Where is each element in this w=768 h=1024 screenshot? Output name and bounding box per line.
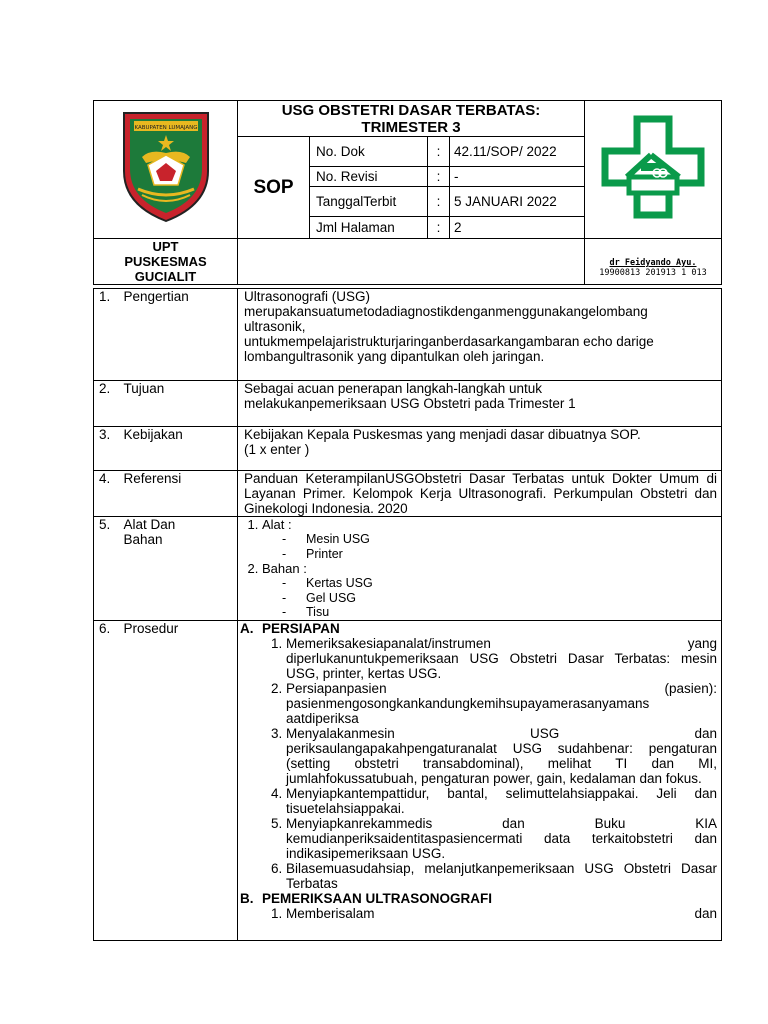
sop-label-cell: SOP (238, 137, 310, 239)
upt-line-3: GUCIALIT (134, 269, 197, 284)
row-content (238, 381, 722, 427)
kabupaten-lumajang-crest-icon (120, 109, 212, 225)
list-item: - Tisu (284, 605, 717, 620)
content-line: (1 x enter ) (244, 442, 310, 457)
row-number: 1. (94, 289, 124, 381)
bahan-heading (262, 561, 717, 620)
row-number: 5. (94, 517, 124, 621)
step-rest: periksaulangapakahpengaturanalat USG sudahbenar: pengaturan (setting obstetri transabdominal), melihat TI dan MI, jumlahfokussatubuah, pengaturan power, gain, kedalaman dan fokus. (286, 741, 717, 786)
meta-label-no-revisi: No. Revisi (310, 167, 428, 187)
row-content (238, 517, 722, 621)
step-rest: diperlukanuntukpemeriksaan USG Obstetri Dasar Terbatas: mesin USG, printer, kertas USG. (286, 651, 717, 681)
step-item: 6. Bilasemuasudahsiap, melanjutkanpemeriksaan USG Obstetri Dasar Terbatas (286, 861, 717, 891)
row-kebijakan (94, 427, 722, 471)
section-marker: A. (240, 621, 254, 636)
meta-colon-jml-halaman: : (428, 217, 450, 239)
pemeriksaan-steps (240, 906, 717, 921)
content-line: merupakansuatumetodadiagnostikdenganmenggunakangelombang (244, 304, 648, 319)
text: Menyalakanmesin (286, 726, 395, 741)
title-line-2: TRIMESTER 3 (361, 118, 461, 136)
row-referensi (94, 471, 722, 517)
section-title: PEMERIKSAAN ULTRASONOGRAFI (262, 891, 493, 906)
content-line: untukmempelajaristrukturjaringanberdasarkangambaran echo darige (244, 334, 654, 349)
row-prosedur (94, 621, 722, 941)
list-item: - Gel USG (284, 591, 717, 606)
row-label: Pengertian (124, 289, 238, 381)
content-line: ultrasonik, (244, 319, 306, 334)
list-item: - Kertas USG (284, 576, 717, 591)
content-line: Kebijakan Kepala Puskesmas yang menjadi dasar dibuatnya SOP. (244, 427, 641, 442)
meta-value-no-revisi: - (450, 167, 585, 187)
list-item: - Printer (284, 547, 717, 562)
content-line: Sebagai acuan penerapan langkah-langkah untuk (244, 381, 542, 396)
step-first-line (286, 816, 717, 831)
step-first-line (286, 906, 717, 921)
step-item (286, 636, 717, 681)
meta-value-jml-halaman: 2 (450, 217, 585, 239)
upt-line-1: UPT (152, 239, 179, 254)
title-line-1: USG OBSTETRI DASAR TERBATAS: (281, 101, 541, 119)
bahan-label: Bahan : (262, 561, 307, 576)
text: dan (502, 816, 525, 831)
text: Menyiapkanrekammedis (286, 816, 433, 831)
crest-banner-text: KABUPATEN LUMAJANG (133, 125, 198, 131)
text: Buku (594, 816, 626, 831)
puskesmas-cross-logo-icon (601, 115, 705, 219)
meta-value-tanggal-terbit: 5 JANUARI 2022 (450, 187, 585, 217)
row-content (238, 289, 722, 381)
row-tujuan (94, 381, 722, 427)
section-a-heading (240, 621, 717, 636)
text: yang (687, 636, 717, 651)
content-line: lombangultrasonik yang dipantulkan oleh jaringan. (244, 349, 545, 364)
row-pengertian (94, 289, 722, 381)
alat-label: Alat : (262, 517, 292, 532)
text: (pasien): (664, 681, 717, 696)
alat-bahan-list (244, 517, 717, 620)
row-label (124, 517, 238, 621)
meta-label-no-dok: No. Dok (310, 137, 428, 167)
signer-nip: 19900813 201913 1 013 (599, 268, 707, 278)
content-line: Ultrasonografi (USG) (244, 289, 371, 304)
row-label: Prosedur (124, 621, 238, 941)
sop-content-table (93, 288, 722, 941)
text: dan (694, 906, 717, 921)
step-item (286, 681, 717, 726)
step-item (286, 726, 717, 786)
meta-value-no-dok: 42.11/SOP/ 2022 (450, 137, 585, 167)
meta-colon-tanggal-terbit: : (428, 187, 450, 217)
label-line: Bahan (123, 532, 163, 547)
meta-label-jml-halaman: Jml Halaman (310, 217, 428, 239)
upt-puskesmas-cell (94, 239, 238, 285)
step-first-line (286, 681, 717, 696)
text: USG (530, 726, 560, 741)
content-line: melakukanpemeriksaan USG Obstetri pada Trimester 1 (244, 396, 576, 411)
blank-approval-cell (238, 239, 585, 285)
row-label: Kebijakan (124, 427, 238, 471)
row-number: 6. (94, 621, 124, 941)
text: KIA (695, 816, 717, 831)
bahan-items (262, 576, 717, 620)
row-number: 3. (94, 427, 124, 471)
right-logo-cell (585, 101, 722, 239)
signature-cell (585, 239, 722, 285)
upt-line-2: PUSKESMAS (124, 254, 207, 269)
text: Memeriksakesiapanalat/instrumen (286, 636, 491, 651)
text: dan (694, 726, 717, 741)
persiapan-steps (240, 636, 717, 891)
step-first-line (286, 636, 717, 651)
meta-colon-no-revisi: : (428, 167, 450, 187)
row-number: 2. (94, 381, 124, 427)
step-first-line (286, 726, 717, 741)
document-title-cell (238, 101, 585, 137)
meta-label-tanggal-terbit: TanggalTerbit (310, 187, 428, 217)
meta-colon-no-dok: : (428, 137, 450, 167)
alat-items (262, 532, 717, 561)
step-item (286, 816, 717, 861)
step-rest: pasienmengosongkankandungkemihsupayamerasanyamans aatdiperiksa (286, 696, 650, 726)
section-title: PERSIAPAN (262, 621, 340, 636)
row-content: Panduan KeterampilanUSGObstetri Dasar Terbatas untuk Dokter Umum di Layanan Primer. Kelompok Kerja Ultrasonografi. Perkumpulan Obstetri dan Ginekologi Indonesia. 2020 (238, 471, 722, 517)
label-line: Alat Dan (123, 517, 176, 532)
row-alat-dan-bahan (94, 517, 722, 621)
row-content (238, 427, 722, 471)
section-b-heading (240, 891, 717, 906)
list-item: - Mesin USG (284, 532, 717, 547)
row-label: Referensi (124, 471, 238, 517)
step-rest: kemudianperiksaidentitaspasiencermati data terkaitobstetri dan indikasipemeriksaan USG. (286, 831, 717, 861)
alat-heading (262, 517, 717, 561)
text: Persiapanpasien (286, 681, 387, 696)
text: Memberisalam (286, 906, 375, 921)
section-marker: B. (240, 891, 254, 906)
step-item (286, 906, 717, 921)
sop-header-table (93, 100, 722, 285)
step-item: 4. Menyiapkantempattidur, bantal, selimuttelahsiappakai. Jeli dan tisuetelahsiappakai. (286, 786, 717, 816)
row-content (238, 621, 722, 941)
left-logo-cell (94, 101, 238, 239)
signer-name: dr Feidyando Ayu. (609, 258, 697, 268)
row-number: 4. (94, 471, 124, 517)
row-label: Tujuan (124, 381, 238, 427)
